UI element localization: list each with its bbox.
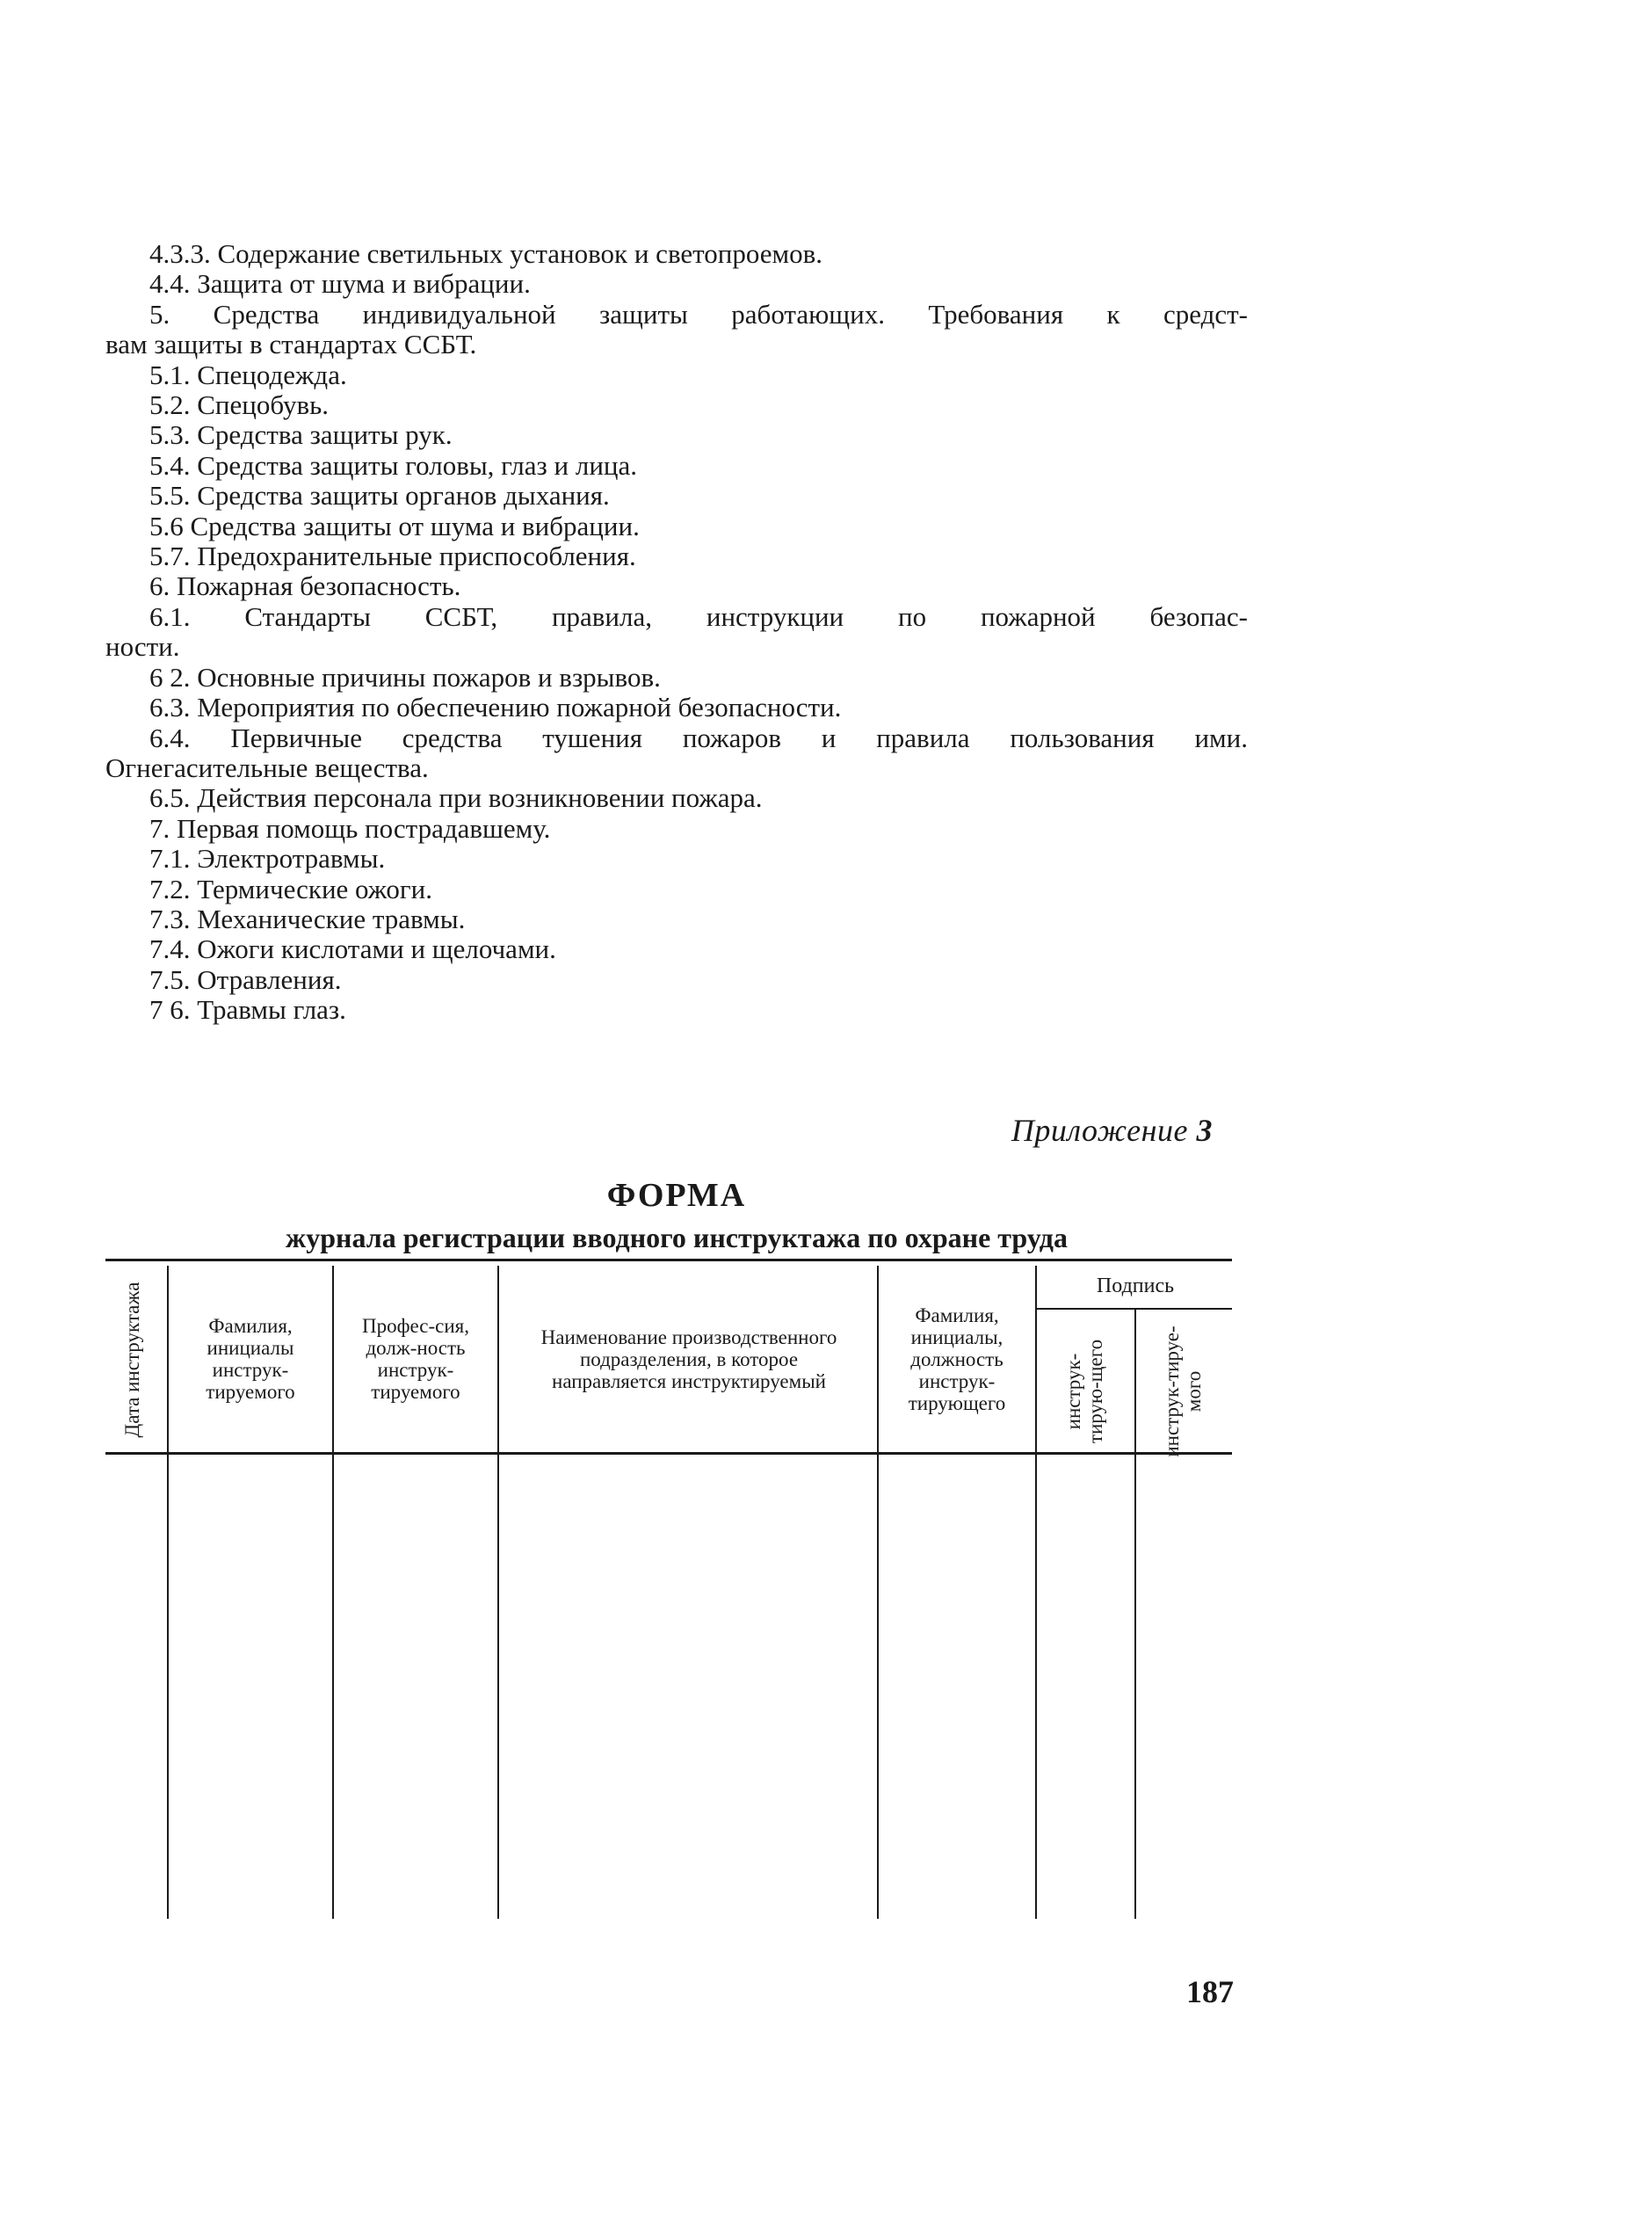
body-line: 5. Средства индивидуальной защиты работающих. Требования к средст- <box>149 298 1248 330</box>
body-line: 7.4. Ожоги кислотами и щелочами. <box>149 933 556 965</box>
header-signature-instructor: инструк-тирую-щего <box>1062 1339 1106 1444</box>
body-line: 6 2. Основные причины пожаров и взрывов. <box>149 661 661 693</box>
header-trainee-profession: Профес-сия, долж-ность инструк-тируемого <box>361 1315 469 1403</box>
table-col-divider <box>877 1266 879 1919</box>
body-line: 7. Первая помощь пострадавшему. <box>149 812 551 844</box>
body-line: вам защиты в стандартах ССБТ. <box>105 329 477 360</box>
header-department: Наименование производственного подразделения, в которое направляется инструктируемый <box>540 1325 837 1392</box>
body-text <box>105 239 1248 1026</box>
body-line: 7.1. Электротравмы. <box>149 843 386 875</box>
body-line: 7 6. Травмы глаз. <box>149 994 346 1026</box>
body-line: 6.1. Стандарты ССБТ, правила, инструкции по пожарной безопас- <box>149 600 1248 632</box>
form-title: ФОРМА <box>606 1177 747 1214</box>
header-signature-group: Подпись <box>1096 1274 1175 1297</box>
header-date: Дата инструктажа <box>120 1282 143 1438</box>
page-number: 187 <box>1186 1974 1234 2009</box>
body-line: 4.4. Защита от шума и вибрации. <box>149 268 531 300</box>
body-line: 5.2. Спецобувь. <box>149 389 329 421</box>
appendix-label <box>791 1112 1213 1149</box>
body-line: 7.3. Механические травмы. <box>149 903 466 934</box>
body-line: 5.3. Средства защиты рук. <box>149 419 453 451</box>
body-line: 7.5. Отравления. <box>149 963 342 995</box>
body-line: 6. Пожарная безопасность. <box>149 570 461 602</box>
body-line: 7.2. Термические ожоги. <box>149 873 432 904</box>
body-line: ности. <box>105 631 180 663</box>
body-line: 6.3. Мероприятия по обеспечению пожарной безопасности. <box>149 692 842 723</box>
body-line: 6.5. Действия персонала при возникновении пожара. <box>149 782 763 814</box>
body-line: Огнегасительные вещества. <box>105 752 429 783</box>
header-trainee-name: Фамилия, инициалы инструк-тируемого <box>206 1315 295 1403</box>
appendix-number: 3 <box>1196 1113 1213 1148</box>
signature-group-rule <box>1035 1308 1232 1310</box>
header-instructor: Фамилия, инициалы, должность инструк-тирующего <box>908 1304 1006 1414</box>
table-col-divider <box>497 1266 499 1919</box>
body-line: 5.5. Средства защиты органов дыхания. <box>149 480 610 512</box>
table-top-rule <box>105 1259 1232 1261</box>
body-line: 5.1. Спецодежда. <box>149 359 347 390</box>
form-subtitle: журнала регистрации вводного инструктажа по охране труда <box>286 1222 1068 1253</box>
body-line: 4.3.3. Содержание светильных установок и светопроемов. <box>149 238 823 269</box>
table-col-divider <box>1035 1266 1037 1919</box>
table-col-divider <box>167 1266 169 1919</box>
header-signature-trainee: инструк-тируе-мого <box>1161 1325 1205 1457</box>
body-line: 6.4. Первичные средства тушения пожаров и правила пользования ими. <box>149 722 1248 753</box>
body-line: 5.6 Средства защиты от шума и вибрации. <box>149 510 640 541</box>
body-line: 5.4. Средства защиты головы, глаз и лица. <box>149 449 638 481</box>
body-line: 5.7. Предохранительные приспособления. <box>149 541 636 572</box>
appendix-word: Приложение <box>1011 1113 1188 1148</box>
table-col-divider <box>1134 1310 1136 1919</box>
table-col-divider <box>332 1266 334 1919</box>
